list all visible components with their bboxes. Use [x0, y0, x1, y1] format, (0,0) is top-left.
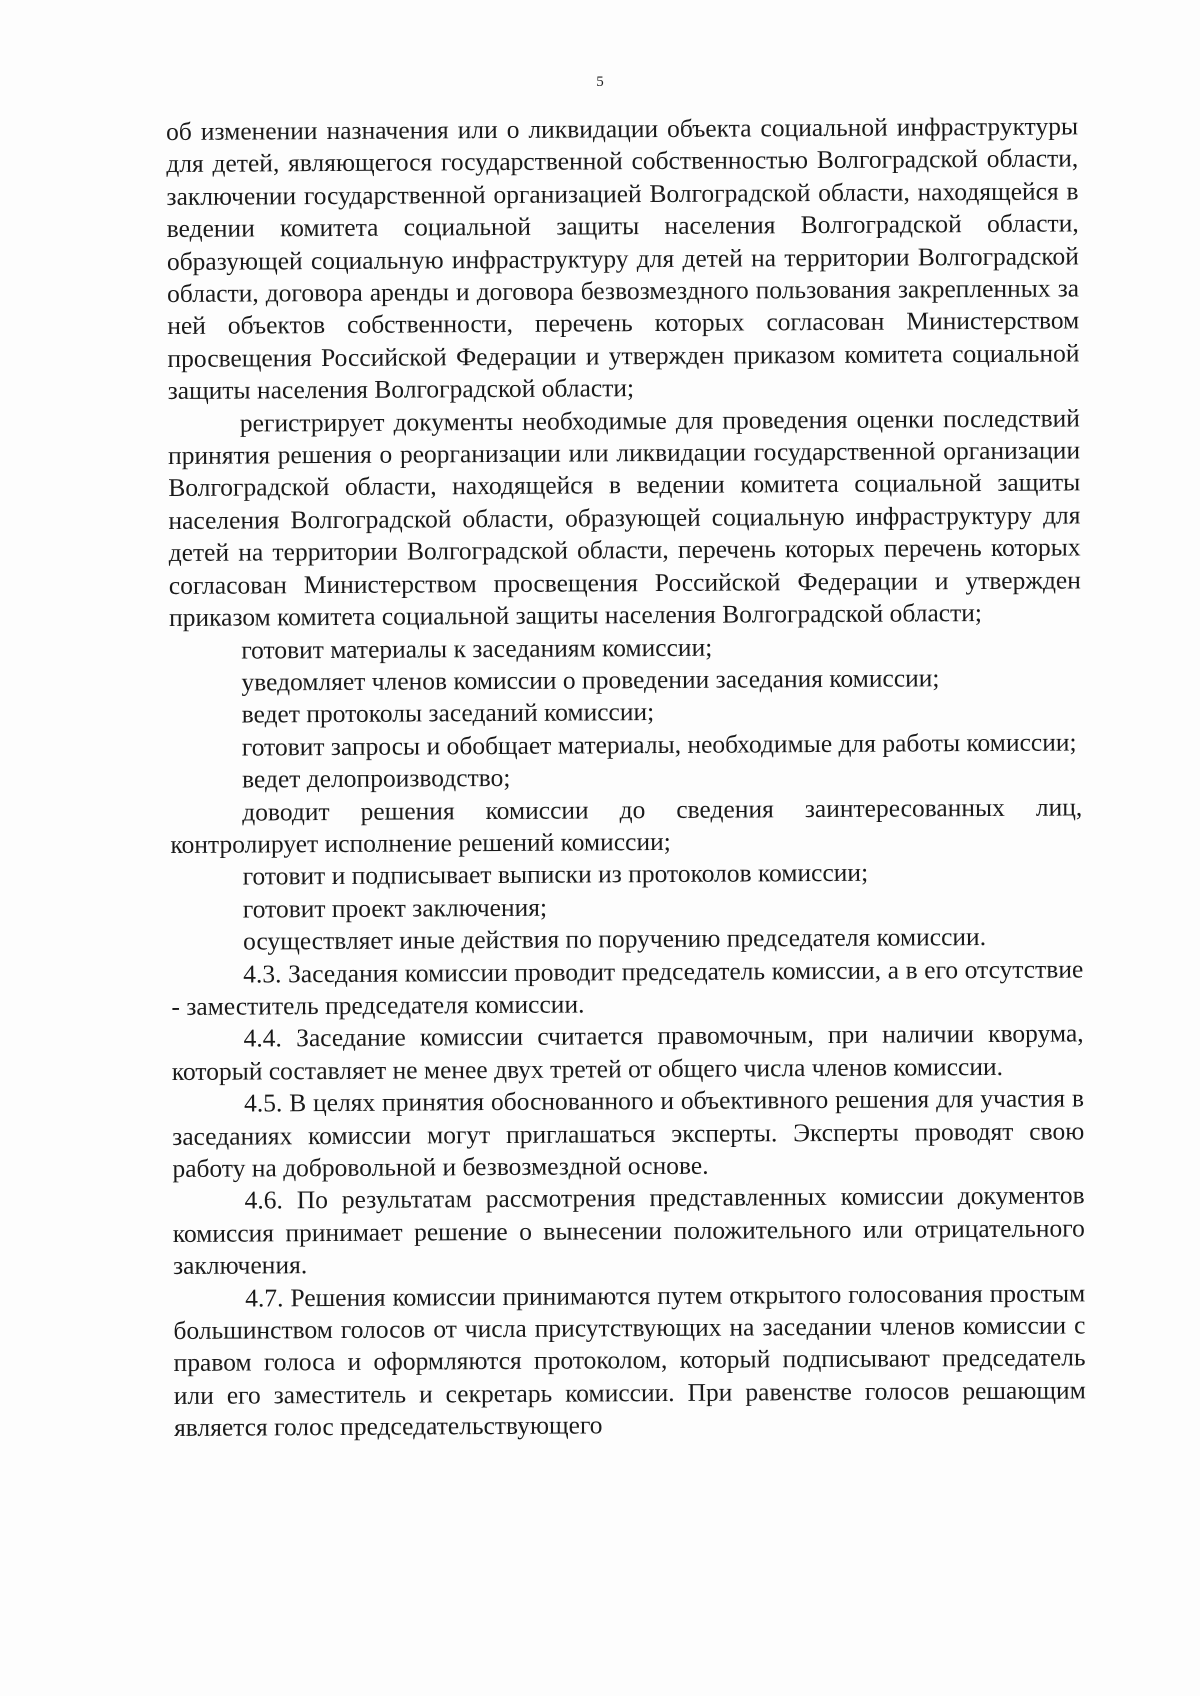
paragraph: готовит проект заключения; [242, 892, 548, 924]
paragraph: 4.7. Решения комиссии принимаются путем открытого голосования простым большинством голосов от числа присутствующих на заседании членов комиссии с правом голоса и оформляются протоколом, который подписывают председатель или его заместитель и секретарь комиссии. При равенстве голосов решающим является голос председательствующего [173, 1278, 1086, 1443]
paragraph: готовит материалы к заседаниям комиссии; [241, 632, 713, 665]
paragraph: 4.5. В целях принятия обоснованного и объективного решения для участия в заседаниях комиссии могут приглашаться эксперты. Эксперты проводят свою работу на добровольной и безвозмездной основе. [172, 1083, 1085, 1183]
paragraph: уведомляет членов комиссии о проведении заседания комиссии; [241, 663, 940, 697]
paragraph: регистрирует документы необходимые для проведения оценки последствий принятия решения о реорганизации или ликвидации государственной организации Волгоградской области, находящейся в ведении комитета социальной защиты населения Волгоградской области, образующей социальную инфраструктуру для детей на территории Волгоградской области, перечень которых перечень которых согласован Министерством просвещения Российской Федерации и утвержден приказом комитета социальной защиты населения Волгоградской области; [167, 403, 1081, 633]
document-body [166, 110, 1086, 1444]
paragraph: ведет делопроизводство; [241, 763, 511, 794]
page-number: 5 [596, 74, 604, 90]
paragraph: 4.4. Заседание комиссии считается правомочным, при наличии кворума, который составляет не менее двух третей от общего числа членов комиссии. [171, 1018, 1084, 1086]
paragraph: готовит и подписывает выписки из протоколов комиссии; [242, 858, 869, 891]
paragraph: 4.3. Заседания комиссии проводит председатель комиссии, а в его отсутствие - заместитель председателя комиссии. [171, 953, 1084, 1021]
paragraph: 4.6. По результатам рассмотрения представленных комиссии документов комиссия принимает решение о вынесении положительного или отрицательного заключения. [172, 1180, 1085, 1281]
paragraph: доводит решения комиссии до сведения заинтересованных лиц, контролирует исполнение решений комиссии; [170, 791, 1083, 859]
paragraph: ведет протоколы заседаний комиссии; [241, 697, 655, 729]
paragraph-continued: об изменении назначения или о ликвидации объекта социальной инфраструктуры для детей, являющегося государственной собственностью Волгоградской области, заключении государственной организацией Волгоградской области, находящейся в ведении комитета социальной защиты населения Волгоградской области, образующей социальную инфраструктуру для детей на территории Волгоградской области, договора аренды и договора безвозмездного пользования закрепленных за ней объектов собственности, перечень которых согласован Министерством просвещения Российской Федерации и утвержден приказом комитета социальной защиты населения Волгоградской области; [166, 111, 1080, 406]
paragraph: осуществляет иные действия по поручению председателя комиссии. [242, 922, 987, 956]
paragraph: готовит запросы и обобщает материалы, необходимые для работы комиссии; [241, 727, 1077, 762]
